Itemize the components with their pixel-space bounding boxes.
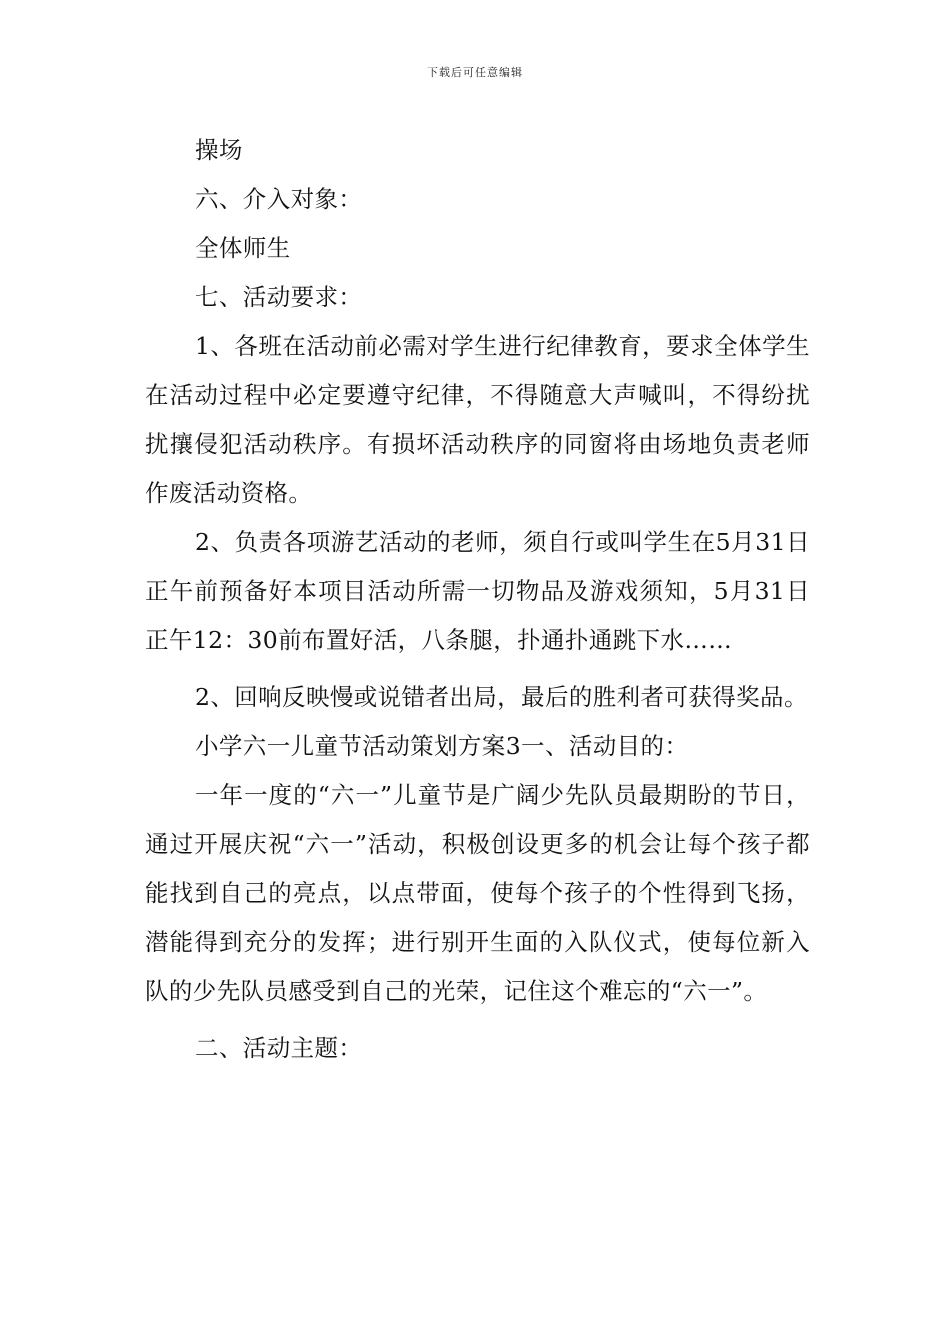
- paragraph-requirement-2: 2、负责各项游艺活动的老师，须自行或叫学生在5月31日正午前预备好本项目活动所需一切物品及游戏须知，5月31日正午12：30前布置好活，八条腿，扑通扑通跳下水……: [145, 528, 810, 654]
- section-heading-participants: 六、介入对象：: [195, 185, 363, 213]
- paragraph-plan-title: 小学六一儿童节活动策划方案3一、活动目的：: [195, 732, 689, 760]
- paragraph-participants: 全体师生: [195, 234, 291, 262]
- section-heading-theme: 二、活动主题：: [195, 1034, 363, 1062]
- section-heading-requirements: 七、活动要求：: [195, 283, 363, 311]
- paragraph-venue: 操场: [195, 136, 243, 164]
- paragraph-requirement-1: 1、各班在活动前必需对学生进行纪律教育，要求全体学生在活动过程中必定要遵守纪律，不得随意大声喊叫，不得纷扰扰攘侵犯活动秩序。有损坏活动秩序的同窗将由场地负责老师作废活动资格。: [145, 332, 810, 507]
- document-body: [145, 126, 810, 1073]
- page-header-note: 下载后可任意编辑: [427, 66, 523, 79]
- paragraph-purpose: 一年一度的“六一”儿童节是广阔少先队员最期盼的节日，通过开展庆祝“六一”活动，积极创设更多的机会让每个孩子都能找到自己的亮点，以点带面，使每个孩子的个性得到飞扬，潜能得到充分的发挥；进行别开生面的入队仪式，使每位新入队的少先队员感受到自己的光荣，记住这个难忘的“六一”。: [145, 781, 810, 1005]
- paragraph-rule: 2、回响反映慢或说错者出局，最后的胜利者可获得奖品。: [195, 683, 808, 711]
